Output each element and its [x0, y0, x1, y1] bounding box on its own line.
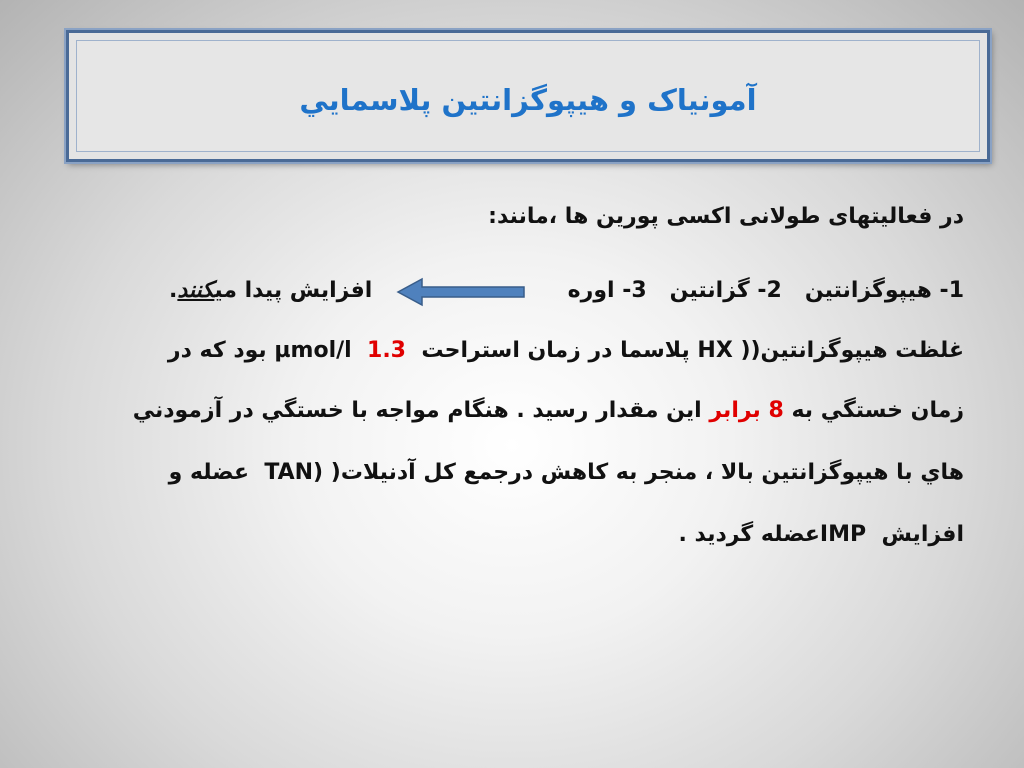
fold-number: 8: [768, 398, 784, 423]
item-2-number: 2-: [757, 278, 782, 303]
paragraph-line-1: [60, 338, 964, 363]
p1-text-c: بود که در: [167, 338, 267, 363]
p1-text-a: غلظت هيپوگزانتين(: [750, 338, 964, 363]
title-frame: [66, 30, 990, 162]
paragraph-line-4: [60, 522, 964, 547]
result-dot: .: [169, 278, 178, 303]
imp-abbrev: IMP: [819, 522, 867, 547]
item-1: هیپوگزانتین: [804, 278, 932, 303]
p4-text-b: عضله گرديد .: [678, 522, 820, 547]
resting-value: 1.3: [367, 338, 406, 363]
p4-text-a: افزايش: [881, 522, 964, 547]
hx-abbrev: HX ): [697, 338, 751, 363]
paragraph-line-3: [60, 460, 964, 485]
arrow-shape: [398, 279, 524, 305]
result-text: افزایش پیدا می: [214, 278, 373, 303]
paragraph-line-2: [60, 398, 964, 423]
p3-text-a: هاي با هيپوگزانتين بالا ، منجر به کاهش درجمع کل آدنيلات(: [330, 460, 964, 485]
unit: µmol/l: [274, 338, 352, 363]
tan-abbrev: TAN): [264, 460, 324, 485]
p2-text-b: این مقدار رسيد . هنگام مواجه با خستگي در آزمودني: [132, 398, 702, 423]
left-arrow-icon: [396, 277, 536, 307]
item-3: اوره: [567, 278, 615, 303]
item-2: گزانتین: [669, 278, 750, 303]
item-3-number: 3-: [622, 278, 647, 303]
result-underlined: کنند: [177, 278, 215, 303]
item-1-number: 1-: [939, 278, 964, 303]
p3-text-b: عضله و: [168, 460, 249, 485]
p2-text-a: زمان خستگي به: [791, 398, 964, 423]
slide-title: آمونياک و هيپوگزانتين پلاسمايي: [299, 83, 757, 117]
intro-line: در فعالیتهای طولانی اکسی پورین ها ،مانند:: [488, 204, 964, 229]
p1-text-b: پلاسما در زمان استراحت: [421, 338, 690, 363]
fold-word: برابر: [709, 398, 761, 423]
